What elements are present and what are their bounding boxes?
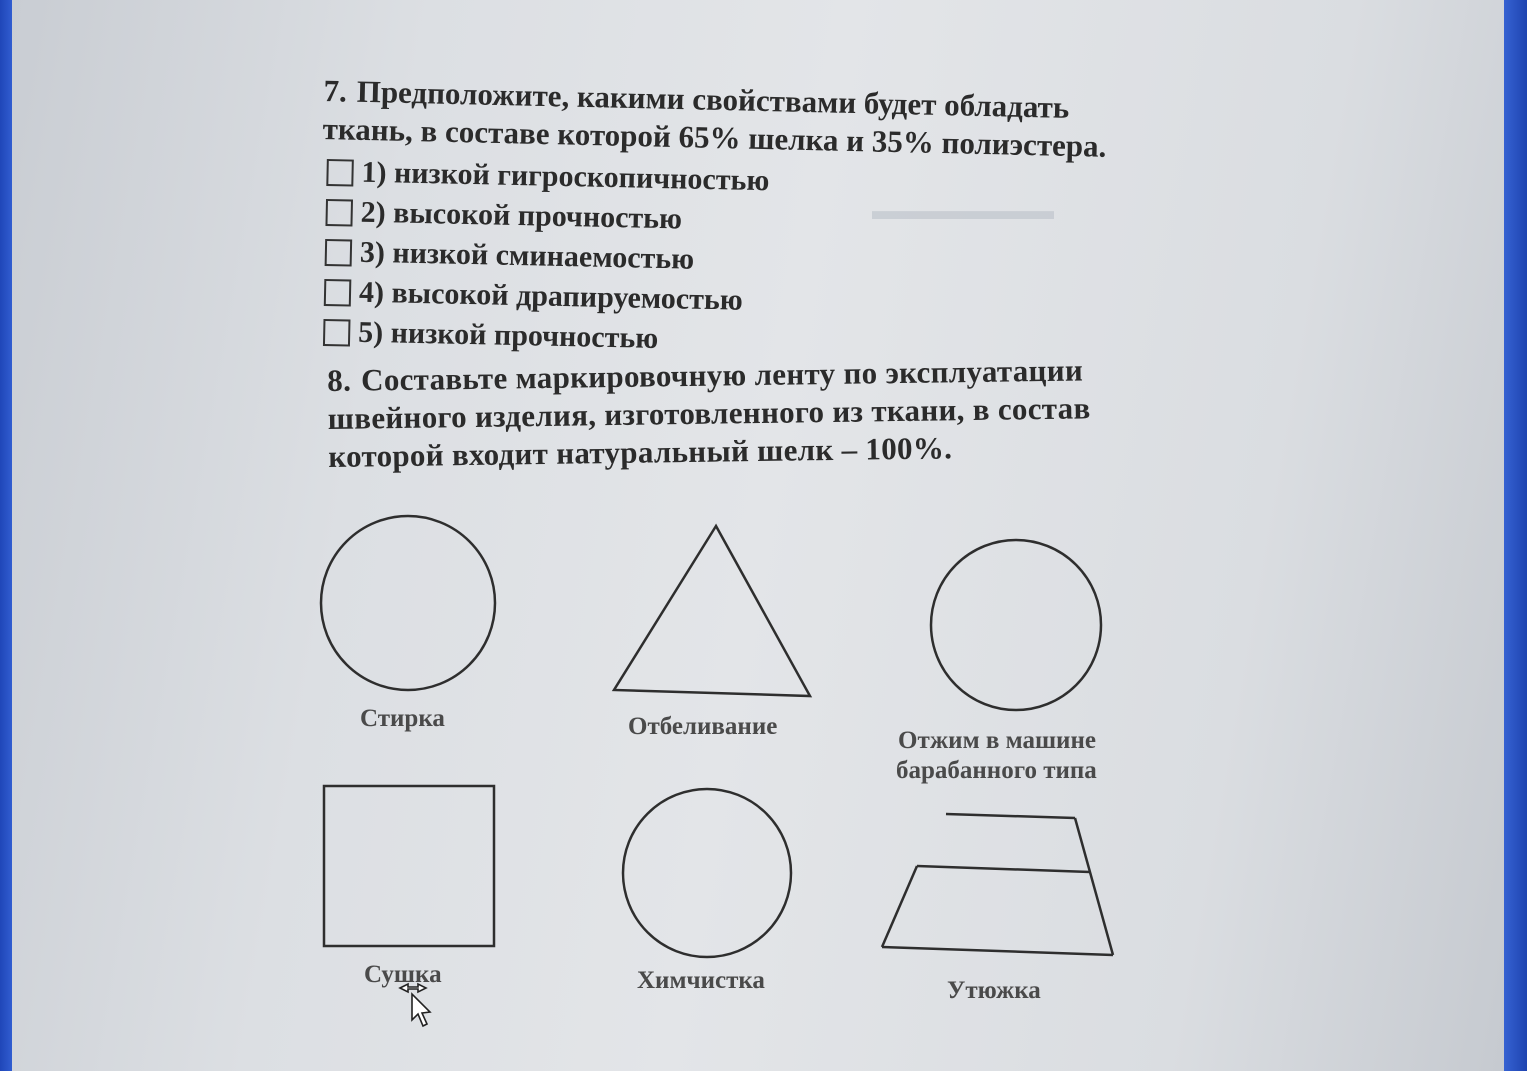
- bleaching-symbol-triangle[interactable]: [614, 526, 810, 696]
- question-8-line-3: которой входит натуральный шелк – 100%.: [328, 430, 953, 474]
- bleaching-label: Отбеливание: [628, 713, 778, 740]
- drying-symbol-square[interactable]: [324, 786, 494, 946]
- washing-label: Стирка: [360, 705, 445, 732]
- ironing-label: Утюжка: [947, 977, 1041, 1004]
- spin-label-line-2: барабанного типа: [896, 757, 1097, 784]
- washing-symbol-circle[interactable]: [321, 516, 495, 690]
- question-8-number: 8.: [327, 362, 352, 398]
- option-4-label: 4) высокой драпируемостью: [358, 275, 744, 317]
- question-8-text-1: Составьте маркировочную ленту по эксплуатации: [360, 352, 1084, 398]
- option-2-label: 2) высокой прочностью: [360, 195, 683, 236]
- care-symbols-drawing: [12, 0, 1504, 1071]
- question-7-line-2: ткань, в составе которой 65% шелка и 35% полиэстера.: [322, 110, 1107, 164]
- worksheet-page: [12, 0, 1504, 1071]
- show-through-text: ▬▬▬▬▬▬▬: [872, 196, 1054, 225]
- ironing-symbol-trapezoid[interactable]: [882, 814, 1113, 955]
- option-1-label: 1) низкой гигроскопичностью: [361, 155, 770, 198]
- monitor-bezel-right: [1500, 0, 1527, 1071]
- option-3-label: 3) низкой сминаемостью: [359, 235, 695, 276]
- dry-cleaning-label: Химчистка: [637, 967, 765, 994]
- option-5-label: 5) низкой прочностью: [357, 315, 659, 355]
- question-7-number: 7.: [323, 72, 348, 109]
- question-7-text-1: Предположите, какими свойствами будет обладать: [356, 73, 1070, 125]
- spin-symbol-circle[interactable]: [931, 540, 1101, 710]
- spin-label-line-1: Отжим в машине: [898, 727, 1096, 754]
- mouse-pointer-icon: [398, 976, 442, 1030]
- dry-cleaning-symbol-circle[interactable]: [623, 789, 791, 957]
- question-8-line-2: швейного изделия, изготовленного из ткани, в состав: [327, 390, 1091, 436]
- drying-label: Сушка: [364, 961, 442, 988]
